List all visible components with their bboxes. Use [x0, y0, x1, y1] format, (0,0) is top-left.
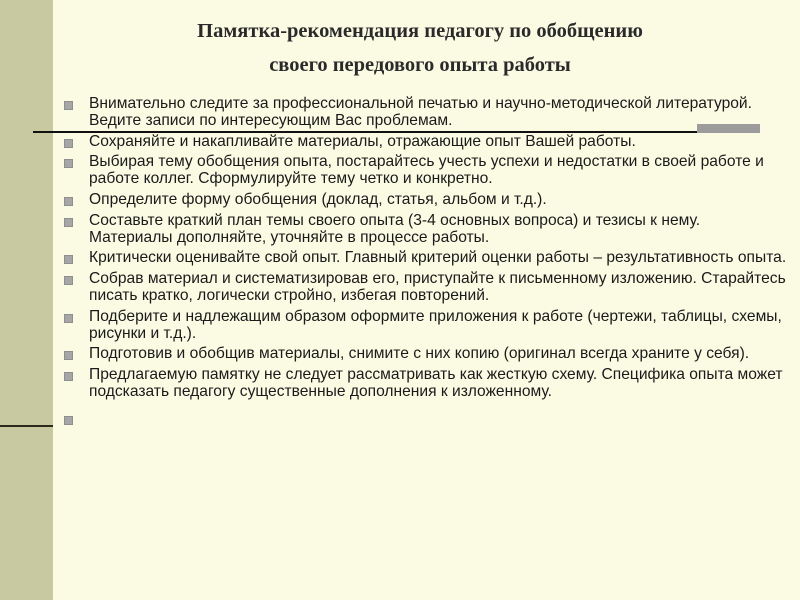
list-item [62, 309, 787, 343]
list-item-text: Критически оценивайте свой опыт. Главный критерий оценки работы – результативность опыта. [89, 249, 787, 267]
list-item [62, 134, 787, 151]
list-item [62, 192, 787, 209]
list-item-text: Внимательно следите за профессиональной печатью и научно-методической литературой. Ведите записи по интересующим Вас проблемам. [89, 95, 752, 129]
list-item [62, 271, 787, 305]
square-bullet-icon [64, 351, 73, 360]
square-bullet-icon [64, 416, 73, 425]
left-bar-divider [0, 425, 53, 427]
slide-title [110, 14, 730, 82]
square-bullet-icon [64, 197, 73, 206]
square-bullet-icon [64, 218, 73, 227]
list-item-text: Сохраняйте и накапливайте материалы, отражающие опыт Вашей работы. [89, 132, 636, 150]
list-item-text: Собрав материал и систематизировав его, приступайте к письменному изложению. Старайтесь писать кратко, логически стройно, избегая повторений. [89, 270, 786, 304]
list-item [62, 213, 787, 247]
list-item [62, 367, 787, 401]
list-item-text: Подготовив и обобщив материалы, снимите с них копию (оригинал всегда храните у себя). [89, 345, 750, 363]
square-bullet-icon [64, 276, 73, 285]
square-bullet-icon [64, 159, 73, 168]
recommendation-list [62, 96, 787, 432]
list-item-empty [62, 411, 787, 428]
square-bullet-icon [64, 139, 73, 148]
square-bullet-icon [64, 372, 73, 381]
list-item-text: Выбирая тему обобщения опыта, постарайтесь учесть успехи и недостатки в своей работе и работе коллег. Сформулируйте тему четко и конкретно. [89, 153, 764, 188]
list-item-text: Определите форму обобщения (доклад, статья, альбом и т.д.). [89, 190, 547, 208]
list-item [62, 346, 787, 363]
list-item-text: Предлагаемую памятку не следует рассматривать как жесткую схему. Специфика опыта может подсказать педагогу существенные дополнения к изложенному. [89, 366, 783, 400]
list-item [62, 154, 787, 188]
list-item [62, 96, 787, 130]
square-bullet-icon [64, 314, 73, 323]
list-item-text: Составьте краткий план темы своего опыта (3-4 основных вопроса) и тезисы к нему. Материалы дополняйте, уточняйте в процессе работы. [89, 211, 701, 246]
square-bullet-icon [64, 101, 73, 110]
slide-title-line-1: Памятка-рекомендация педагогу по обобщению [197, 20, 643, 42]
left-decorative-bar [0, 0, 53, 600]
slide-title-line-2: своего передового опыта работы [269, 54, 571, 76]
square-bullet-icon [64, 255, 73, 264]
list-item [62, 250, 787, 267]
list-item-text: Подберите и надлежащим образом оформите приложения к работе (чертежи, таблицы, схемы, рисунки и т.д.). [89, 307, 782, 342]
